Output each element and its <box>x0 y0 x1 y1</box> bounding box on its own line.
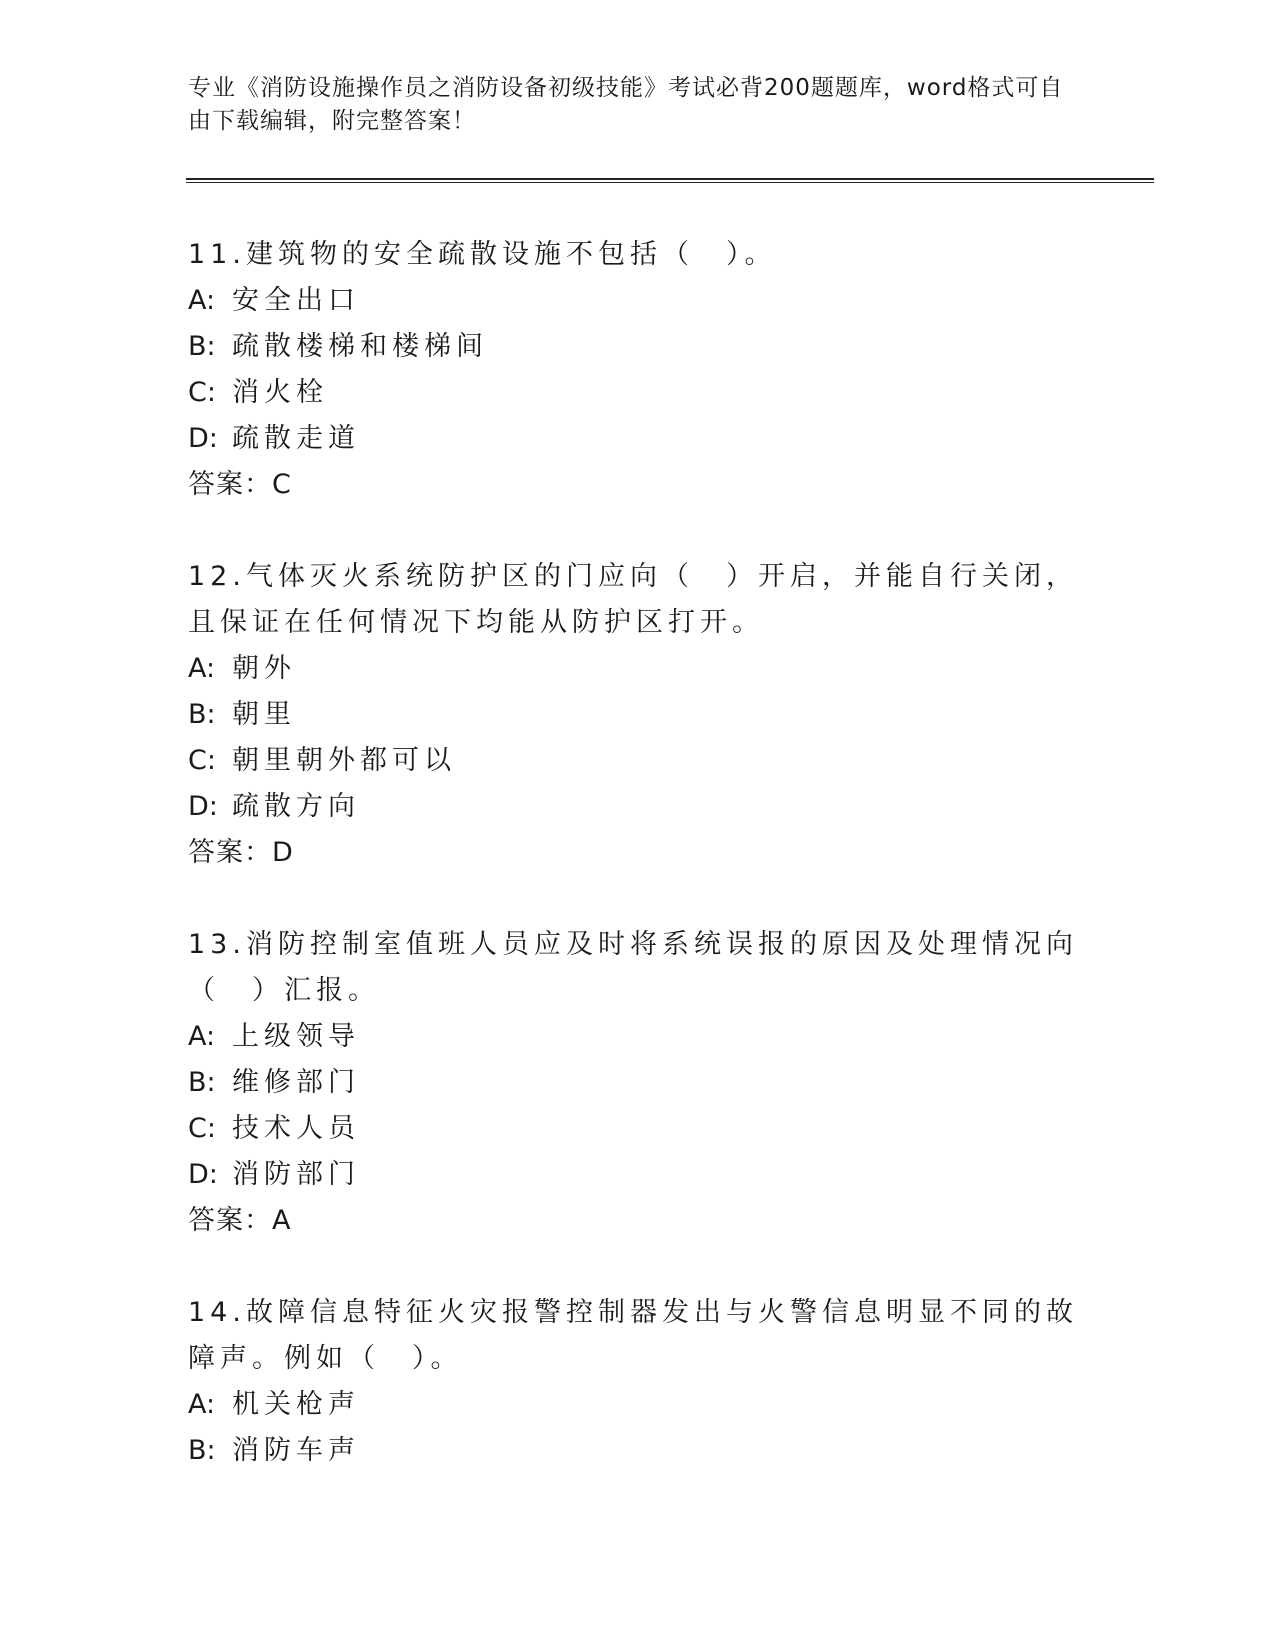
option-b <box>188 1428 1088 1474</box>
option-key: B: <box>188 1067 216 1098</box>
option-text: 疏散楼梯和楼梯间 <box>232 331 488 362</box>
question-12 <box>188 554 1088 876</box>
option-key: A: <box>188 1389 216 1420</box>
option-key: B: <box>188 331 216 362</box>
option-text: 维修部门 <box>232 1067 360 1098</box>
answer-line: 答案：C <box>188 469 292 500</box>
option-key: A: <box>188 1021 216 1052</box>
option-key: D: <box>188 1159 218 1190</box>
answer-line: 答案：A <box>188 1205 292 1236</box>
option-key: C: <box>188 1113 216 1144</box>
option-d <box>188 784 1088 830</box>
option-text: 技术人员 <box>232 1113 360 1144</box>
option-key: B: <box>188 699 216 730</box>
option-a <box>188 1014 1088 1060</box>
question-text: 14.故障信息特征火灾报警控制器发出与火警信息明显不同的故障声。例如（ ）。 <box>188 1297 1078 1374</box>
option-c <box>188 738 1088 784</box>
option-key: C: <box>188 377 216 408</box>
document-header: 专业《消防设施操作员之消防设备初级技能》考试必背200题题库，word格式可自由下载编辑，附完整答案！ <box>188 75 1064 134</box>
question-11 <box>188 232 1088 508</box>
question-13 <box>188 922 1088 1244</box>
option-text: 消防部门 <box>232 1159 360 1190</box>
option-c <box>188 1106 1088 1152</box>
question-text: 11.建筑物的安全疏散设施不包括（ ）。 <box>188 239 777 270</box>
option-a <box>188 278 1088 324</box>
question-list <box>188 232 1088 1520</box>
option-text: 疏散走道 <box>232 423 360 454</box>
option-key: A: <box>188 653 216 684</box>
option-text: 安全出口 <box>232 285 360 316</box>
question-text: 13.消防控制室值班人员应及时将系统误报的原因及处理情况向（ ）汇报。 <box>188 929 1078 1006</box>
option-b <box>188 692 1088 738</box>
question-text: 12.气体灭火系统防护区的门应向（ ）开启，并能自行关闭，且保证在任何情况下均能从防护区打开。 <box>188 561 1078 638</box>
option-c <box>188 370 1088 416</box>
option-text: 机关枪声 <box>232 1389 360 1420</box>
option-a <box>188 1382 1088 1428</box>
header-divider <box>186 178 1154 183</box>
option-text: 消火栓 <box>232 377 328 408</box>
option-a <box>188 646 1088 692</box>
option-text: 消防车声 <box>232 1435 360 1466</box>
option-b <box>188 1060 1088 1106</box>
option-text: 朝里朝外都可以 <box>232 745 456 776</box>
option-key: D: <box>188 791 218 822</box>
option-d <box>188 416 1088 462</box>
answer-line: 答案：D <box>188 837 294 868</box>
option-text: 朝外 <box>232 653 296 684</box>
option-text: 疏散方向 <box>232 791 360 822</box>
option-b <box>188 324 1088 370</box>
option-key: D: <box>188 423 218 454</box>
option-text: 朝里 <box>232 699 296 730</box>
option-key: A: <box>188 285 216 316</box>
option-key: C: <box>188 745 216 776</box>
option-d <box>188 1152 1088 1198</box>
question-14 <box>188 1290 1088 1474</box>
option-text: 上级领导 <box>232 1021 360 1052</box>
option-key: B: <box>188 1435 216 1466</box>
